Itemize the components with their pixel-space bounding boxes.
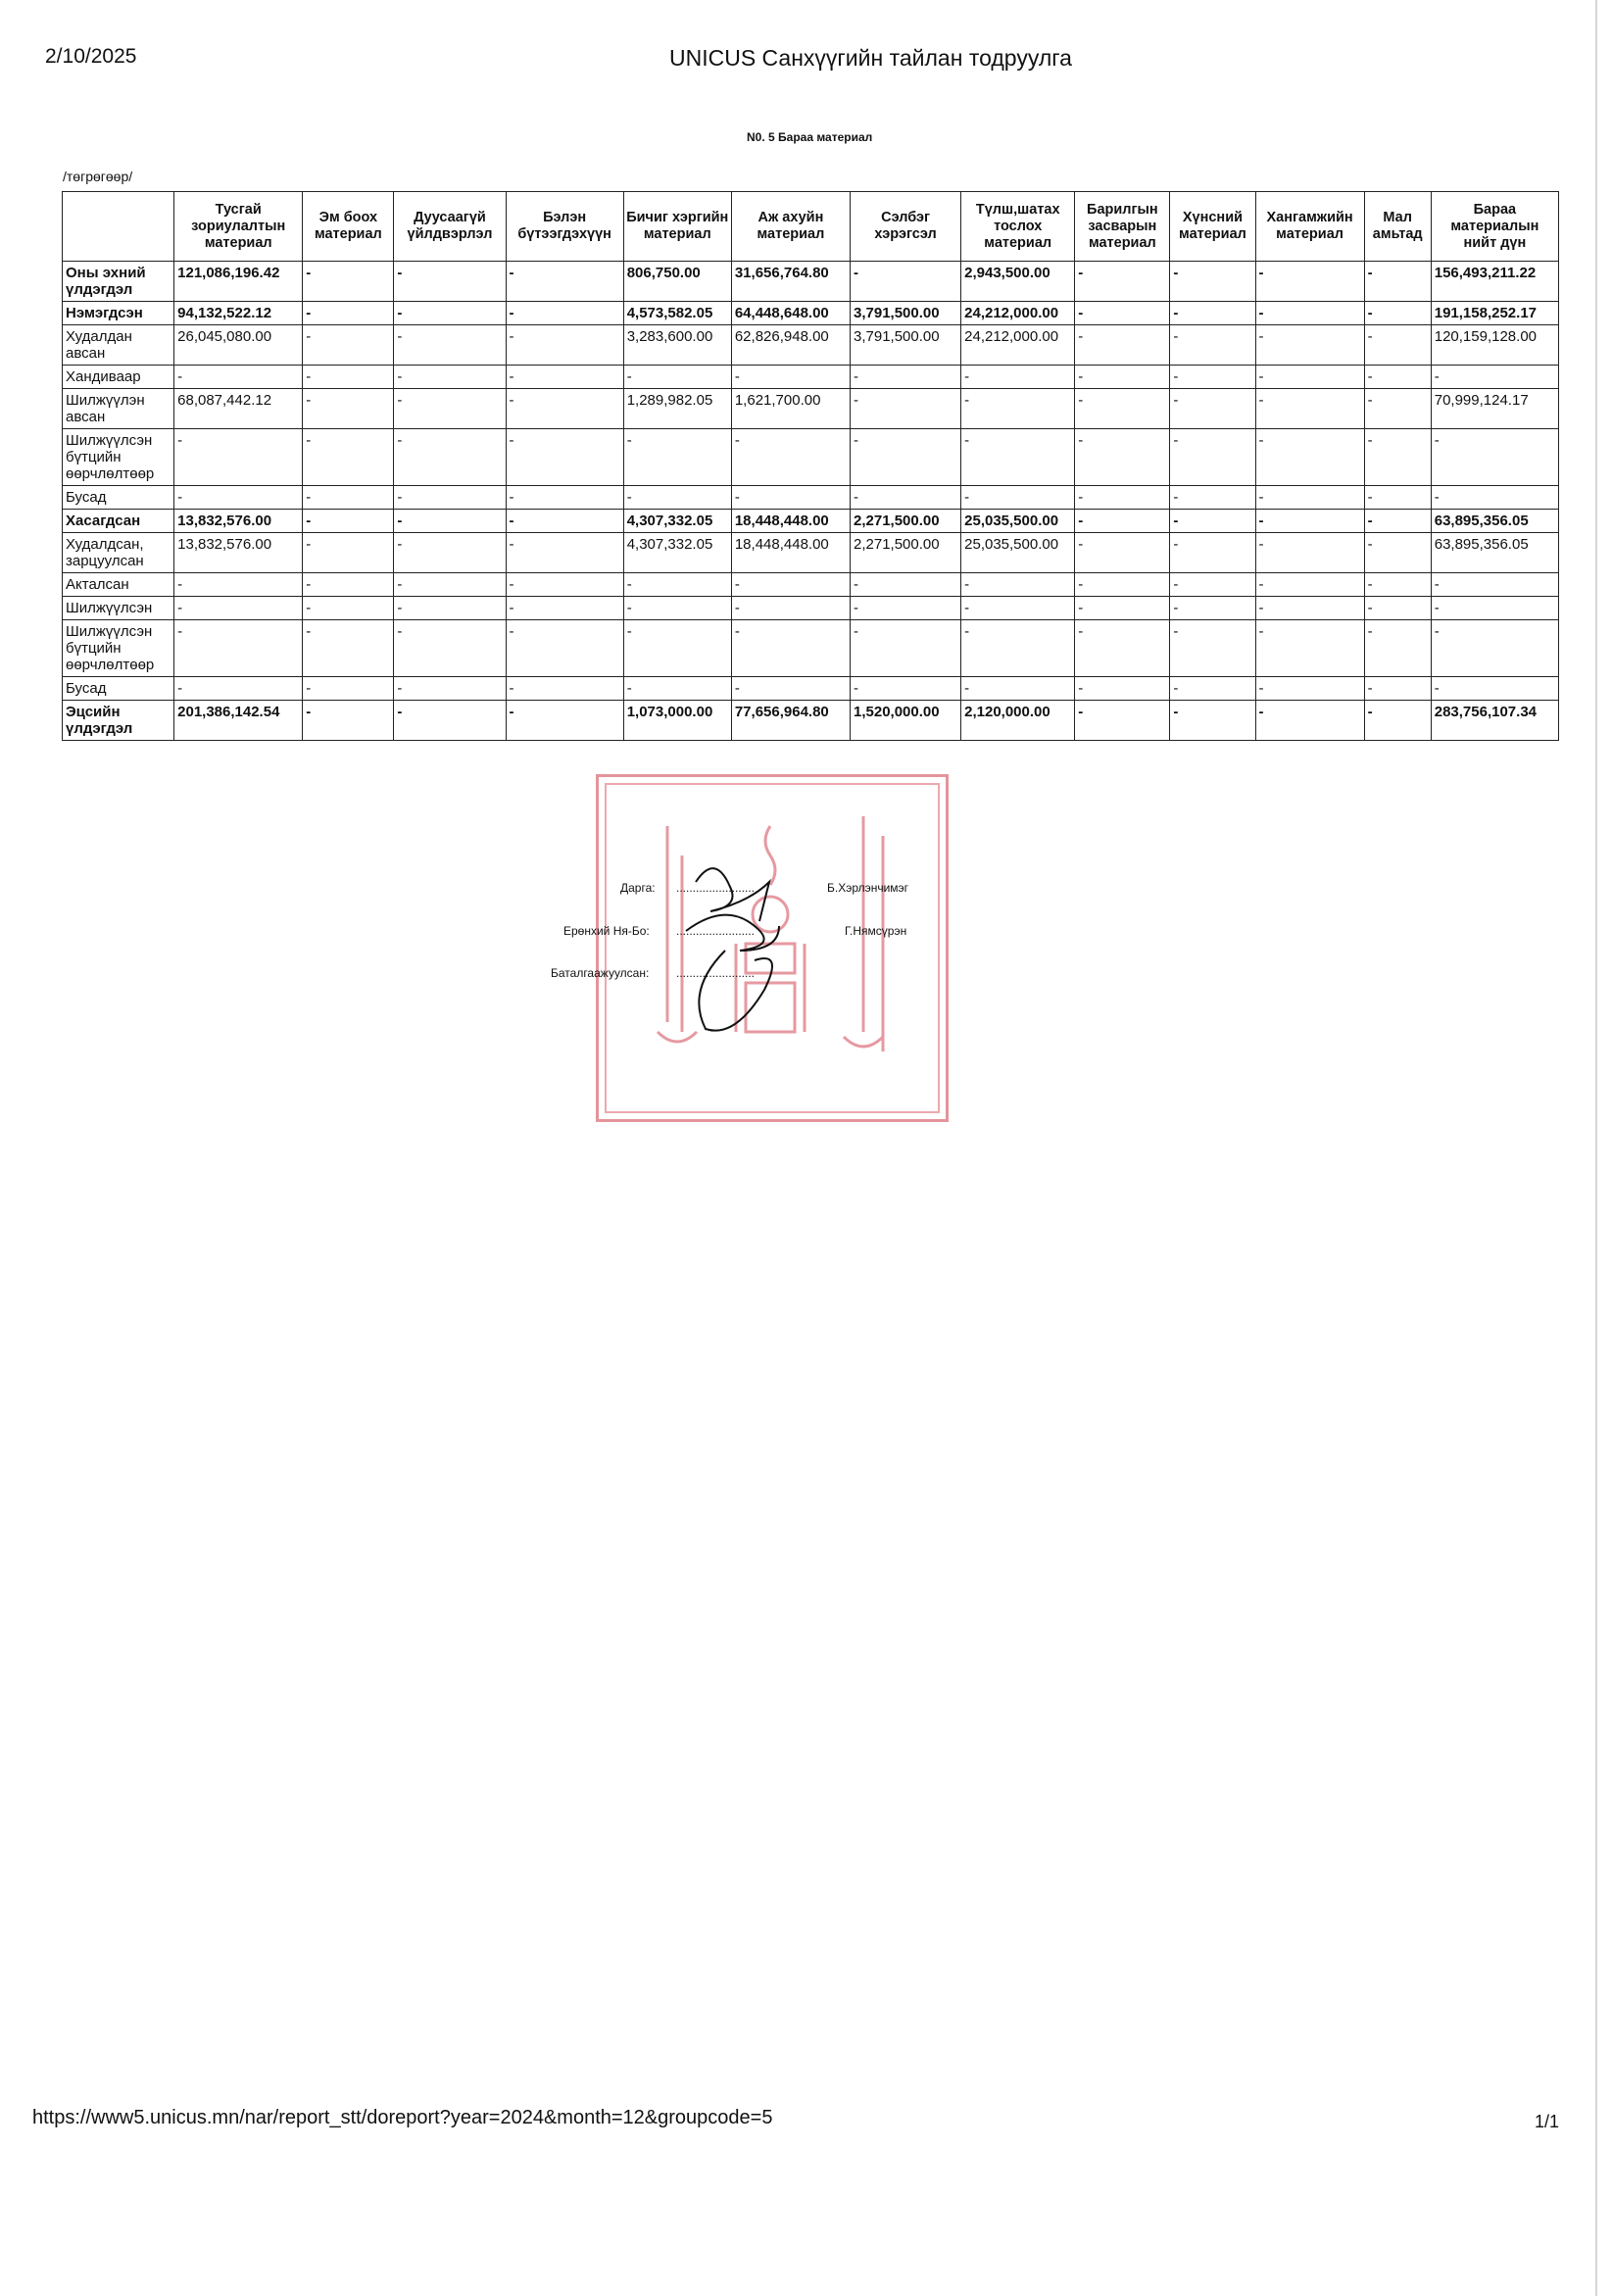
table-cell: - xyxy=(851,429,961,486)
table-cell: - xyxy=(1255,486,1364,510)
table-cell: - xyxy=(1170,302,1255,325)
column-header: Эм боох материал xyxy=(303,192,394,262)
table-row xyxy=(63,701,1559,741)
table-row xyxy=(63,302,1559,325)
table-cell: - xyxy=(1364,366,1431,389)
table-cell: 3,791,500.00 xyxy=(851,325,961,366)
row-label: Эцсийн үлдэгдэл xyxy=(63,701,174,741)
table-cell: - xyxy=(394,597,506,620)
column-header: Бэлэн бүтээгдэхүүн xyxy=(506,192,623,262)
table-cell: - xyxy=(394,677,506,701)
table-cell: - xyxy=(1431,486,1558,510)
table-cell: - xyxy=(303,597,394,620)
table-row xyxy=(63,573,1559,597)
table-cell: - xyxy=(1255,429,1364,486)
column-header: Хангамжийн материал xyxy=(1255,192,1364,262)
column-header: Бараа материалын нийт дүн xyxy=(1431,192,1558,262)
table-cell: 77,656,964.80 xyxy=(731,701,850,741)
table-cell: - xyxy=(851,366,961,389)
table-cell: - xyxy=(303,510,394,533)
table-row xyxy=(63,325,1559,366)
column-header: Сэлбэг хэрэгсэл xyxy=(851,192,961,262)
table-cell: - xyxy=(394,262,506,302)
table-cell: - xyxy=(1255,325,1364,366)
table-cell: - xyxy=(303,325,394,366)
table-cell: - xyxy=(303,389,394,429)
table-cell: 4,307,332.05 xyxy=(623,510,731,533)
table-cell: - xyxy=(1075,302,1170,325)
row-label: Худалдсан, зарцуулсан xyxy=(63,533,174,573)
table-row xyxy=(63,597,1559,620)
table-cell: - xyxy=(731,677,850,701)
table-cell: - xyxy=(623,366,731,389)
table-cell: - xyxy=(1075,597,1170,620)
table-cell: - xyxy=(961,429,1075,486)
table-cell: - xyxy=(1431,620,1558,677)
row-label: Бусад xyxy=(63,677,174,701)
column-header: Аж ахуйн материал xyxy=(731,192,850,262)
row-label: Шилжүүлэн авсан xyxy=(63,389,174,429)
table-cell: - xyxy=(623,597,731,620)
table-cell: 2,120,000.00 xyxy=(961,701,1075,741)
table-cell: - xyxy=(1364,429,1431,486)
table-cell: - xyxy=(1255,533,1364,573)
table-cell: - xyxy=(731,429,850,486)
table-cell: - xyxy=(506,701,623,741)
table-cell: - xyxy=(506,620,623,677)
materials-table xyxy=(62,191,1559,741)
table-cell: - xyxy=(394,620,506,677)
table-row xyxy=(63,677,1559,701)
table-cell: - xyxy=(506,429,623,486)
table-cell: - xyxy=(174,677,303,701)
verifier-dots: ........................ xyxy=(676,966,756,980)
table-cell: - xyxy=(506,533,623,573)
table-cell: - xyxy=(303,620,394,677)
table-cell: - xyxy=(174,429,303,486)
table-cell: 70,999,124.17 xyxy=(1431,389,1558,429)
table-cell: - xyxy=(1364,325,1431,366)
page-number: 1/1 xyxy=(1535,2112,1560,2131)
table-cell: 191,158,252.17 xyxy=(1431,302,1558,325)
table-cell: - xyxy=(1364,677,1431,701)
table-cell: 63,895,356.05 xyxy=(1431,510,1558,533)
row-label: Оны эхний үлдэгдэл xyxy=(63,262,174,302)
table-cell: - xyxy=(1364,510,1431,533)
table-cell: - xyxy=(303,677,394,701)
accountant-dots: ........................ xyxy=(676,924,756,938)
table-cell: - xyxy=(851,262,961,302)
verifier-label: Баталгаажуулсан: xyxy=(551,966,650,980)
table-cell: 1,289,982.05 xyxy=(623,389,731,429)
table-cell: - xyxy=(623,573,731,597)
table-cell: - xyxy=(623,486,731,510)
table-cell: - xyxy=(1364,597,1431,620)
table-cell: - xyxy=(1364,262,1431,302)
table-cell: - xyxy=(303,486,394,510)
table-cell: - xyxy=(1255,302,1364,325)
table-cell: - xyxy=(1255,262,1364,302)
report-title: N0. 5 Бараа материал xyxy=(747,130,873,144)
table-cell: 63,895,356.05 xyxy=(1431,533,1558,573)
table-cell: 62,826,948.00 xyxy=(731,325,850,366)
table-cell: - xyxy=(1255,389,1364,429)
table-cell: - xyxy=(394,533,506,573)
table-cell: - xyxy=(506,677,623,701)
table-cell: 18,448,448.00 xyxy=(731,510,850,533)
table-cell: - xyxy=(623,620,731,677)
table-cell: - xyxy=(506,486,623,510)
table-cell: 31,656,764.80 xyxy=(731,262,850,302)
table-cell: - xyxy=(1170,486,1255,510)
table-cell: 4,307,332.05 xyxy=(623,533,731,573)
table-cell: - xyxy=(1075,510,1170,533)
table-cell: - xyxy=(1075,701,1170,741)
table-cell: - xyxy=(961,597,1075,620)
table-cell: - xyxy=(506,389,623,429)
table-cell: - xyxy=(1364,486,1431,510)
table-cell: 2,271,500.00 xyxy=(851,510,961,533)
table-cell: - xyxy=(1364,620,1431,677)
table-cell: - xyxy=(174,486,303,510)
table-cell: - xyxy=(961,366,1075,389)
table-cell: - xyxy=(1075,366,1170,389)
table-row xyxy=(63,429,1559,486)
table-cell: 25,035,500.00 xyxy=(961,510,1075,533)
table-cell: - xyxy=(1364,389,1431,429)
column-header xyxy=(63,192,174,262)
table-cell: - xyxy=(731,366,850,389)
table-cell: 1,073,000.00 xyxy=(623,701,731,741)
table-cell: - xyxy=(1170,510,1255,533)
table-cell: - xyxy=(174,573,303,597)
table-row xyxy=(63,389,1559,429)
table-cell: - xyxy=(1170,429,1255,486)
table-cell: - xyxy=(731,486,850,510)
table-cell: 121,086,196.42 xyxy=(174,262,303,302)
table-cell: - xyxy=(174,597,303,620)
table-cell: 18,448,448.00 xyxy=(731,533,850,573)
table-cell: - xyxy=(394,701,506,741)
table-cell: - xyxy=(851,677,961,701)
table-cell: - xyxy=(1431,597,1558,620)
table-cell: - xyxy=(506,573,623,597)
table-cell: - xyxy=(1255,597,1364,620)
table-cell: 120,159,128.00 xyxy=(1431,325,1558,366)
row-label: Шилжүүлсэн xyxy=(63,597,174,620)
director-dots: ........................ xyxy=(676,881,756,895)
table-cell: - xyxy=(961,389,1075,429)
table-cell: - xyxy=(506,366,623,389)
director-name: Б.Хэрлэнчимэг xyxy=(827,881,909,895)
column-header: Бичиг хэргийн материал xyxy=(623,192,731,262)
table-cell: 1,621,700.00 xyxy=(731,389,850,429)
accountant-name: Г.Нямсүрэн xyxy=(845,924,907,938)
table-cell: - xyxy=(1170,701,1255,741)
table-cell: - xyxy=(303,533,394,573)
table-cell: 68,087,442.12 xyxy=(174,389,303,429)
table-cell: - xyxy=(851,573,961,597)
table-cell: - xyxy=(394,510,506,533)
table-cell: - xyxy=(1075,486,1170,510)
table-cell: - xyxy=(1255,366,1364,389)
column-header: Тусгай зориулалтын материал xyxy=(174,192,303,262)
table-cell: 13,832,576.00 xyxy=(174,510,303,533)
table-cell: - xyxy=(506,262,623,302)
column-header: Дуусаагүй үйлдвэрлэл xyxy=(394,192,506,262)
table-cell: 24,212,000.00 xyxy=(961,302,1075,325)
table-cell: 3,791,500.00 xyxy=(851,302,961,325)
table-cell: - xyxy=(1364,302,1431,325)
table-cell: - xyxy=(394,366,506,389)
table-cell: 24,212,000.00 xyxy=(961,325,1075,366)
table-cell: - xyxy=(506,302,623,325)
table-row xyxy=(63,262,1559,302)
table-cell: - xyxy=(851,620,961,677)
table-cell: - xyxy=(506,325,623,366)
table-cell: - xyxy=(1075,573,1170,597)
signature-scribble-icon xyxy=(666,843,833,1039)
table-row xyxy=(63,366,1559,389)
table-cell: 201,386,142.54 xyxy=(174,701,303,741)
table-cell: - xyxy=(851,389,961,429)
table-cell: - xyxy=(623,429,731,486)
table-cell: 94,132,522.12 xyxy=(174,302,303,325)
table-cell: - xyxy=(623,677,731,701)
table-cell: - xyxy=(303,366,394,389)
table-cell: 13,832,576.00 xyxy=(174,533,303,573)
table-cell: - xyxy=(1431,573,1558,597)
table-cell: - xyxy=(1431,429,1558,486)
table-cell: - xyxy=(174,620,303,677)
table-cell: - xyxy=(731,597,850,620)
director-label: Дарга: xyxy=(620,881,656,895)
table-cell: 2,271,500.00 xyxy=(851,533,961,573)
table-cell: - xyxy=(1170,573,1255,597)
table-cell: - xyxy=(1075,533,1170,573)
table-cell: - xyxy=(1075,429,1170,486)
table-cell: 156,493,211.22 xyxy=(1431,262,1558,302)
table-row xyxy=(63,486,1559,510)
table-cell: - xyxy=(851,597,961,620)
table-cell: - xyxy=(1170,620,1255,677)
row-label: Хасагдсан xyxy=(63,510,174,533)
table-cell: - xyxy=(303,262,394,302)
table-cell: - xyxy=(394,389,506,429)
table-cell: - xyxy=(394,325,506,366)
table-cell: - xyxy=(1075,262,1170,302)
table-cell: - xyxy=(961,486,1075,510)
print-date: 2/10/2025 xyxy=(45,45,137,68)
table-cell: - xyxy=(1364,533,1431,573)
table-cell: - xyxy=(851,486,961,510)
table-cell: - xyxy=(961,677,1075,701)
table-cell: - xyxy=(394,302,506,325)
page-header-title: UNICUS Санхүүгийн тайлан тодруулга xyxy=(669,45,1072,71)
table-cell: - xyxy=(1431,677,1558,701)
table-cell: - xyxy=(1364,701,1431,741)
table-row xyxy=(63,533,1559,573)
table-cell: - xyxy=(174,366,303,389)
row-label: Бусад xyxy=(63,486,174,510)
table-cell: 2,943,500.00 xyxy=(961,262,1075,302)
column-header: Барилгын засварын материал xyxy=(1075,192,1170,262)
table-cell: - xyxy=(303,573,394,597)
row-label: Шилжүүлсэн бүтцийн өөрчлөлтөөр xyxy=(63,429,174,486)
table-cell: 26,045,080.00 xyxy=(174,325,303,366)
table-cell: - xyxy=(961,573,1075,597)
table-cell: 25,035,500.00 xyxy=(961,533,1075,573)
page-edge xyxy=(1595,0,1597,2296)
currency-unit: /төгрөгөөр/ xyxy=(63,169,133,184)
table-cell: 64,448,648.00 xyxy=(731,302,850,325)
table-cell: - xyxy=(303,429,394,486)
footer-url: https://www5.unicus.mn/nar/report_stt/doreport?year=2024&month=12&groupcode=5 xyxy=(32,2107,773,2128)
table-cell: - xyxy=(731,573,850,597)
row-label: Шилжүүлсэн бүтцийн өөрчлөлтөөр xyxy=(63,620,174,677)
table-row xyxy=(63,510,1559,533)
column-header: Хүнсний материал xyxy=(1170,192,1255,262)
table-cell: - xyxy=(1364,573,1431,597)
table-cell: - xyxy=(303,302,394,325)
table-cell: - xyxy=(1170,597,1255,620)
table-cell: - xyxy=(1170,533,1255,573)
table-cell: 3,283,600.00 xyxy=(623,325,731,366)
table-cell: - xyxy=(394,486,506,510)
table-cell: - xyxy=(1075,677,1170,701)
table-cell: - xyxy=(1255,510,1364,533)
column-header: Мал амьтад xyxy=(1364,192,1431,262)
table-cell: - xyxy=(394,573,506,597)
row-label: Нэмэгдсэн xyxy=(63,302,174,325)
table-cell: - xyxy=(961,620,1075,677)
table-cell: - xyxy=(1170,325,1255,366)
table-cell: 806,750.00 xyxy=(623,262,731,302)
table-cell: - xyxy=(506,510,623,533)
table-cell: - xyxy=(394,429,506,486)
table-cell: - xyxy=(506,597,623,620)
table-cell: - xyxy=(1255,620,1364,677)
table-cell: - xyxy=(1075,389,1170,429)
row-label: Акталсан xyxy=(63,573,174,597)
table-cell: - xyxy=(1255,573,1364,597)
table-cell: - xyxy=(1075,620,1170,677)
table-cell: - xyxy=(1170,389,1255,429)
table-cell: - xyxy=(1170,262,1255,302)
table-header-row xyxy=(63,192,1559,262)
table-cell: 4,573,582.05 xyxy=(623,302,731,325)
row-label: Хандиваар xyxy=(63,366,174,389)
column-header: Түлш,шатах тослох материал xyxy=(961,192,1075,262)
table-cell: - xyxy=(1170,366,1255,389)
table-cell: - xyxy=(731,620,850,677)
table-cell: - xyxy=(1075,325,1170,366)
table-cell: 1,520,000.00 xyxy=(851,701,961,741)
table-row xyxy=(63,620,1559,677)
table-cell: - xyxy=(303,701,394,741)
table-cell: - xyxy=(1255,701,1364,741)
table-cell: - xyxy=(1170,677,1255,701)
table-cell: 283,756,107.34 xyxy=(1431,701,1558,741)
accountant-label: Ерөнхий Ня-Бо: xyxy=(563,924,650,938)
table-cell: - xyxy=(1255,677,1364,701)
table-cell: - xyxy=(1431,366,1558,389)
row-label: Худалдан авсан xyxy=(63,325,174,366)
